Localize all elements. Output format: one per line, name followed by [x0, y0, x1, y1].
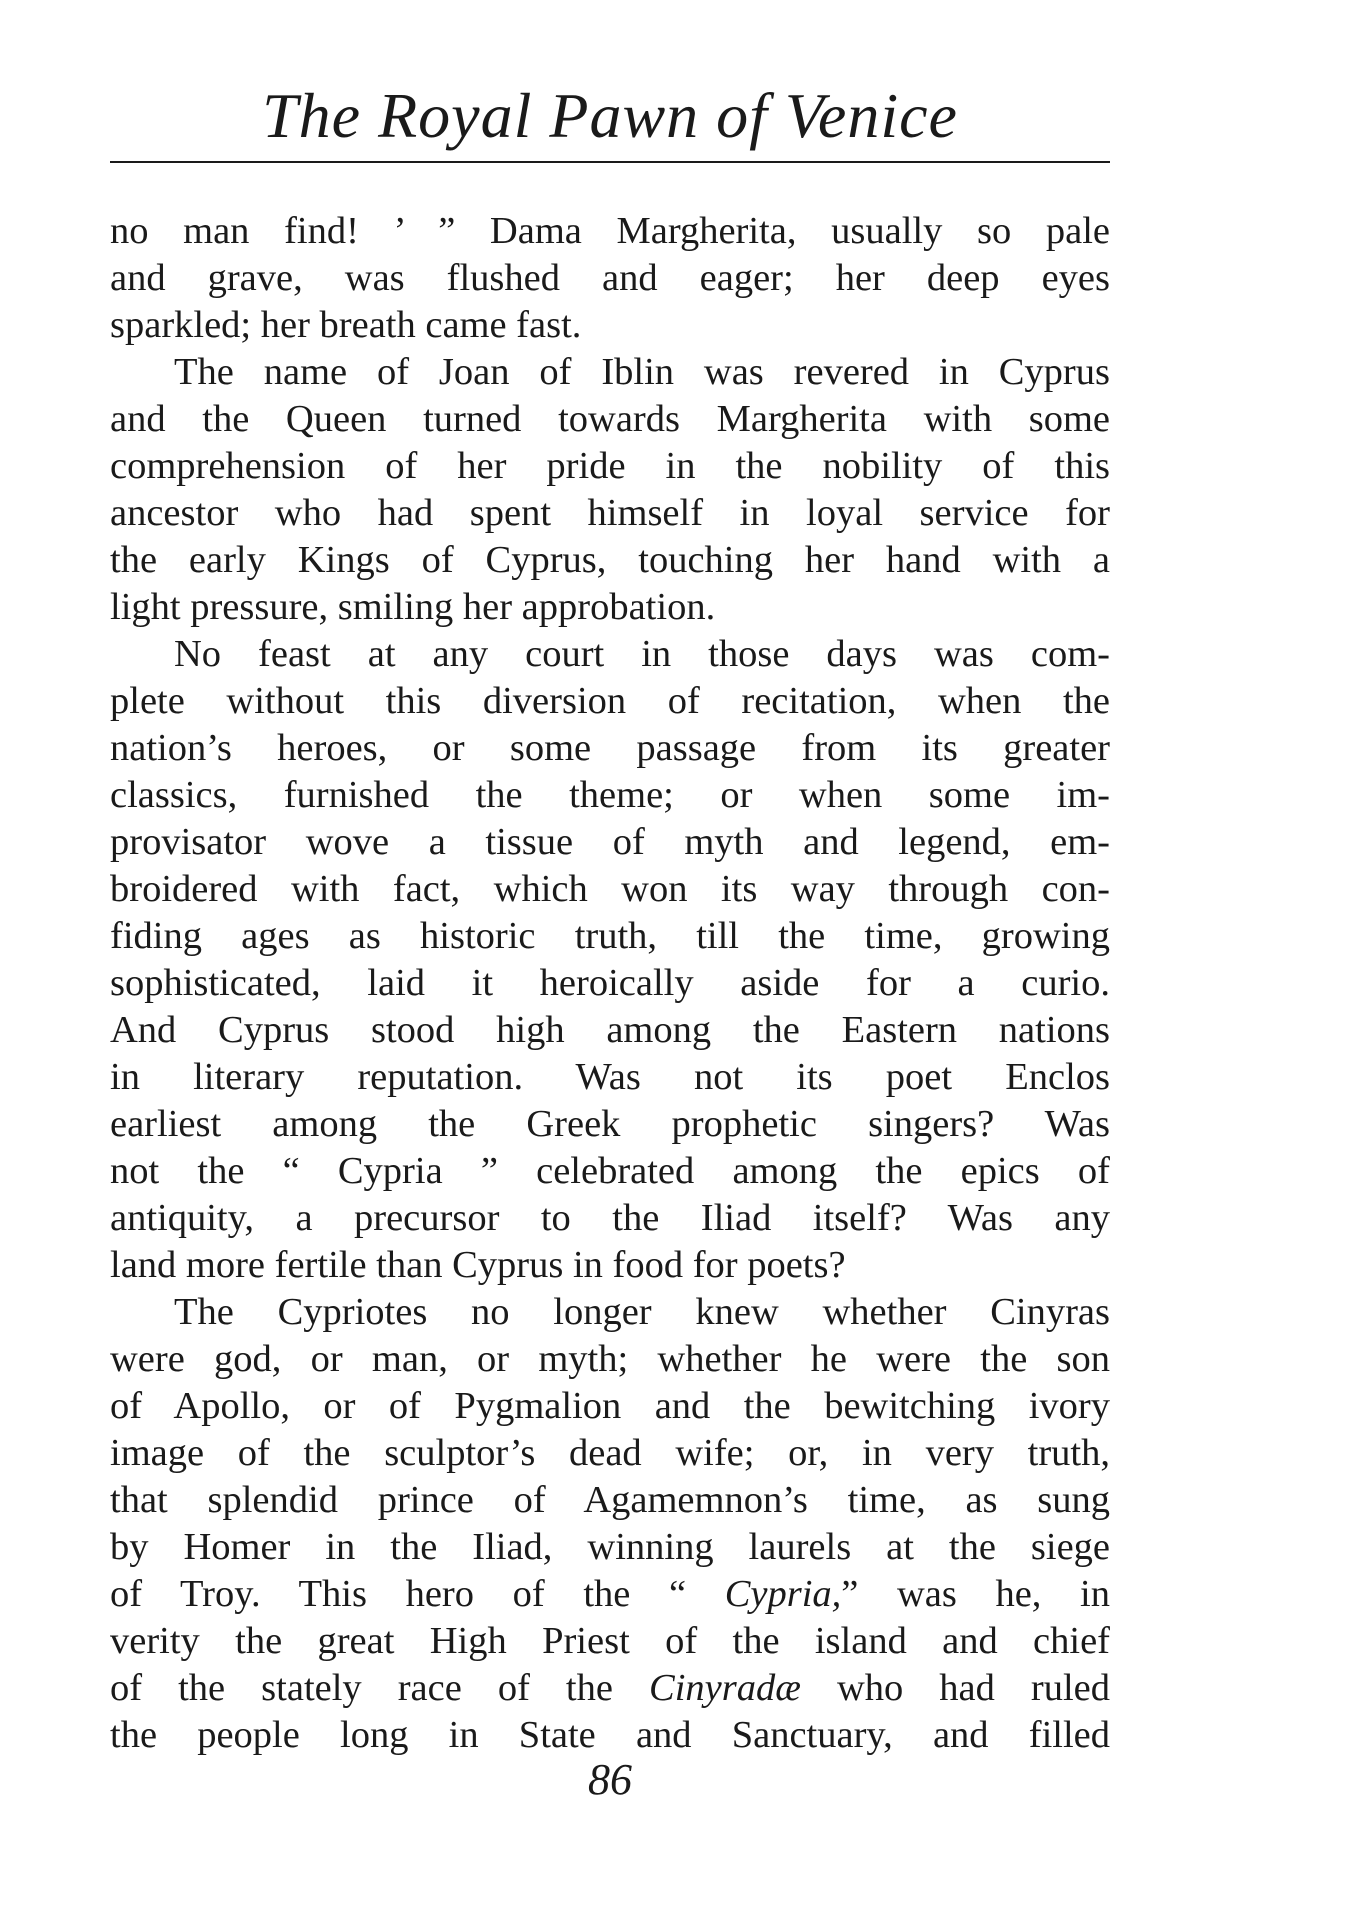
running-head: The Royal Pawn of Venice: [262, 80, 958, 151]
body-text: [110, 208, 1110, 1759]
text-line-content: No feast at any court in those days was com-: [174, 633, 1110, 675]
text-line: [110, 1336, 1110, 1383]
header-rule: [110, 161, 1110, 163]
text-line-content: classics, furnished the theme; or when some im-: [110, 774, 1110, 816]
text-line: [110, 1101, 1110, 1148]
text-line-content: sparkled; her breath came fast.: [110, 304, 582, 346]
text-line-content: sophisticated, laid it heroically aside for a curio.: [110, 962, 1110, 1004]
text-line-content: antiquity, a precursor to the Iliad itself? Was any: [110, 1197, 1110, 1239]
text-line-content: nation’s heroes, or some passage from its greater: [110, 727, 1110, 769]
text-line-content: earliest among the Greek prophetic singers? Was: [110, 1103, 1110, 1145]
text-line: [110, 1430, 1110, 1477]
text-line-content: The name of Joan of Iblin was revered in Cyprus: [174, 351, 1110, 393]
text-line: [110, 208, 1110, 255]
text-line: [110, 255, 1110, 302]
text-line: [110, 584, 1110, 631]
text-line: [110, 866, 1110, 913]
text-line: [110, 819, 1110, 866]
text-line: [110, 1242, 1110, 1289]
text-line: [110, 960, 1110, 1007]
text-line: [110, 1665, 1110, 1712]
text-line: [110, 443, 1110, 490]
text-line: [110, 1289, 1110, 1336]
text-line-content: that splendid prince of Agamemnon’s time, as sung: [110, 1479, 1110, 1521]
text-line: [110, 1571, 1110, 1618]
text-line: [110, 1007, 1110, 1054]
text-line: [110, 349, 1110, 396]
text-line-content: and the Queen turned towards Margherita with some: [110, 398, 1110, 440]
text-line: [110, 490, 1110, 537]
text-line: [110, 1148, 1110, 1195]
italic-term: Cypria,: [724, 1573, 842, 1615]
text-line: [110, 631, 1110, 678]
text-line-content: And Cyprus stood high among the Eastern nations: [110, 1009, 1110, 1051]
text-line: [110, 913, 1110, 960]
text-line-content: verity the great High Priest of the island and chief: [110, 1620, 1110, 1662]
text-line: [110, 772, 1110, 819]
text-line-content: provisator wove a tissue of myth and legend, em-: [110, 821, 1110, 863]
text-line: [110, 302, 1110, 349]
text-line-content: not the “ Cypria ” celebrated among the epics of: [110, 1150, 1110, 1192]
text-line-content: of Apollo, or of Pygmalion and the bewitching ivory: [110, 1385, 1110, 1427]
text-line-content: of Troy. This hero of the “ Cypria,” was he, in: [110, 1573, 1110, 1615]
text-line-content: comprehension of her pride in the nobility of this: [110, 445, 1110, 487]
text-line-content: broidered with fact, which won its way through con-: [110, 868, 1110, 910]
text-line: [110, 1195, 1110, 1242]
text-line: [110, 1054, 1110, 1101]
text-line-content: were god, or man, or myth; whether he were the son: [110, 1338, 1110, 1380]
text-line-content: of the stately race of the Cinyradæ who had ruled: [110, 1667, 1111, 1709]
text-line: [110, 1477, 1110, 1524]
text-line: [110, 1524, 1110, 1571]
text-line-content: ancestor who had spent himself in loyal service for: [110, 492, 1110, 534]
text-line: [110, 396, 1110, 443]
text-line-content: land more fertile than Cyprus in food for poets?: [110, 1244, 846, 1286]
text-line: [110, 725, 1110, 772]
text-line-content: in literary reputation. Was not its poet Enclos: [110, 1056, 1110, 1098]
text-line: [110, 1618, 1110, 1665]
text-line: [110, 537, 1110, 584]
text-line-content: plete without this diversion of recitation, when the: [110, 680, 1110, 722]
italic-term: Cinyradæ: [649, 1667, 801, 1709]
text-line: [110, 1383, 1110, 1430]
text-line-content: the people long in State and Sanctuary, and filled: [110, 1714, 1110, 1756]
text-line-content: and grave, was flushed and eager; her deep eyes: [110, 257, 1110, 299]
text-line-content: no man find! ’ ” Dama Margherita, usually so pale: [110, 210, 1110, 252]
text-line-content: The Cypriotes no longer knew whether Cinyras: [174, 1291, 1110, 1333]
page-number: 86: [588, 1755, 632, 1804]
text-line-content: the early Kings of Cyprus, touching her hand with a: [110, 539, 1110, 581]
text-line-content: fiding ages as historic truth, till the time, growing: [110, 915, 1110, 957]
text-line-content: image of the sculptor’s dead wife; or, in very truth,: [110, 1432, 1110, 1474]
text-line-content: light pressure, smiling her approbation.: [110, 586, 716, 628]
text-line: [110, 678, 1110, 725]
text-line-content: by Homer in the Iliad, winning laurels at the siege: [110, 1526, 1110, 1568]
